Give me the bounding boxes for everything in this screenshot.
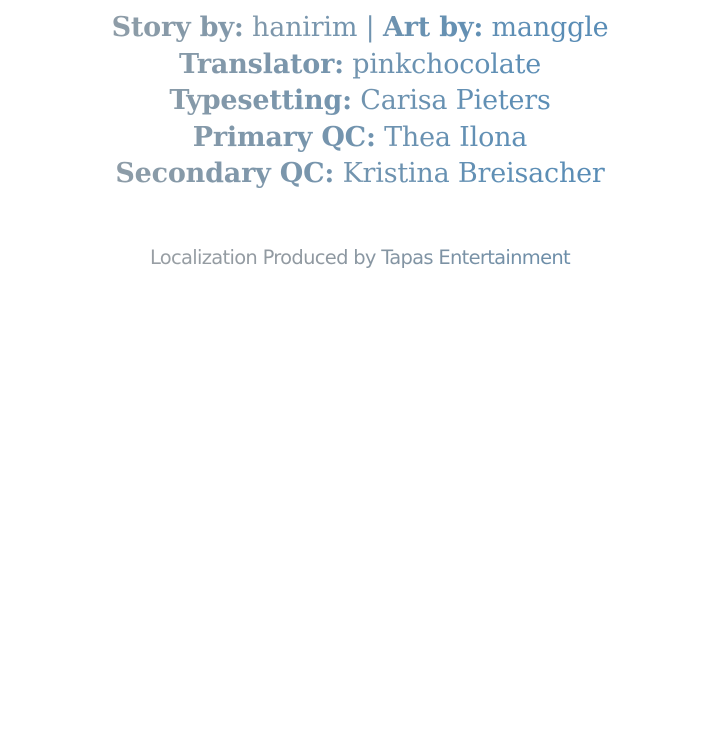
translator-role-label: Translator: [178,48,344,80]
art-role-label: Art by: [382,12,484,43]
story-role-label: Story by: [111,12,244,43]
typesetter-name: Carisa Pieters [360,85,551,116]
secondary-qc-role-label: Secondary QC: [115,158,335,189]
primary-qc-role-label: Primary QC: [192,121,376,153]
art-author-name: manggle [491,12,609,43]
typesetting-credit-line [0,83,720,120]
localization-credit: Localization Produced by Tapas Entertainment [0,244,720,272]
credit-separator: | [365,12,375,43]
translator-name: pinkchocolate [352,48,542,80]
secondary-qc-credit-line [0,156,720,193]
primary-qc-credit-line [0,120,720,157]
primary-qc-name: Thea Ilona [384,121,528,153]
credits-block [0,10,720,193]
secondary-qc-name: Kristina Breisacher [342,158,605,189]
story-author-name: hanirim [252,12,358,43]
typesetting-role-label: Typesetting: [169,85,352,116]
translator-credit-line [0,47,720,84]
story-art-credit-line [0,10,720,47]
